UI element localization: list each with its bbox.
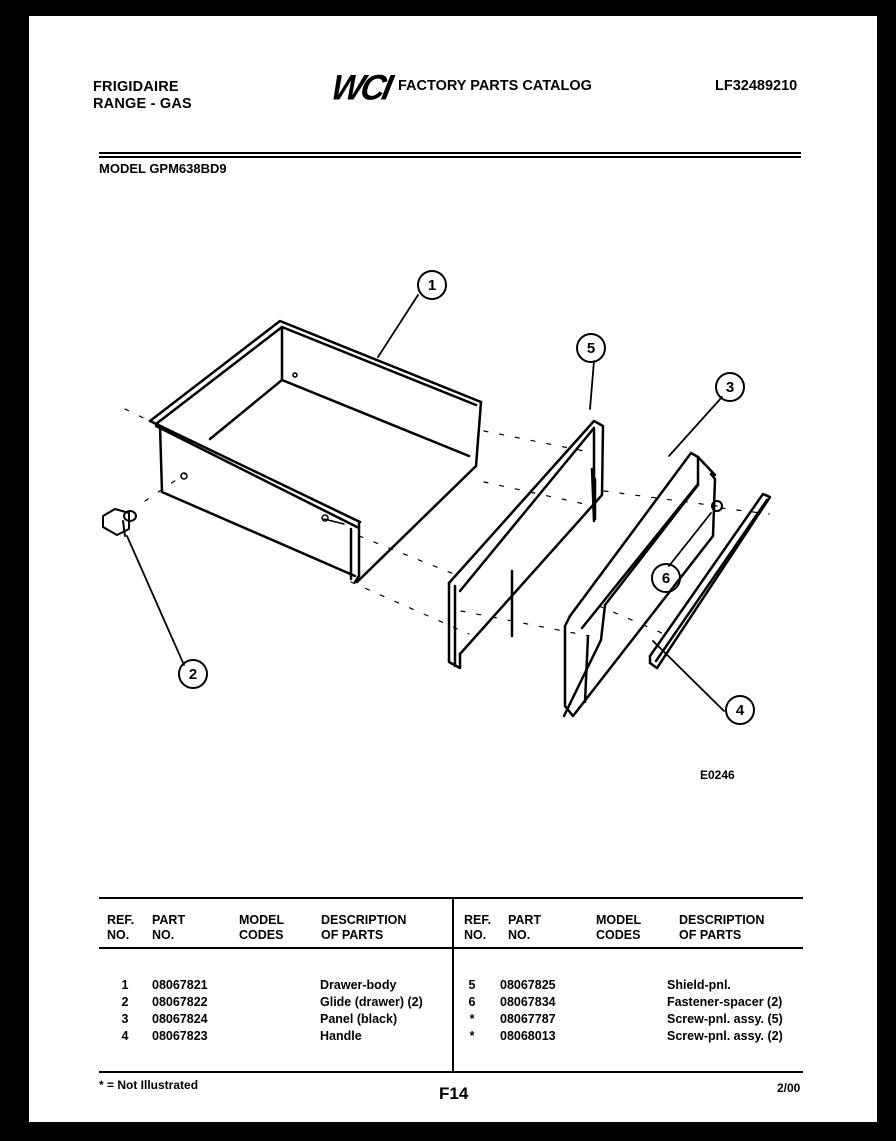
ref-column: 5 6 * *	[468, 978, 476, 1043]
parts-catalog-page	[29, 16, 877, 1122]
catalog-title: FACTORY PARTS CATALOG	[398, 78, 592, 94]
brand-name: FRIGIDAIRE	[93, 79, 179, 95]
exploded-parts-diagram	[29, 16, 877, 896]
wci-logo: WCI	[327, 68, 394, 108]
ref-column: 1 2 3 4	[121, 978, 129, 1043]
callout-1: 1	[427, 277, 437, 294]
description-column: Drawer-body Glide (drawer) (2) Panel (black) Handle	[320, 978, 423, 1043]
header-part-no: PART NO.	[152, 913, 186, 942]
callout-6: 6	[661, 570, 671, 587]
shield-panel-illustration	[449, 421, 603, 668]
catalog-code: LF32489210	[715, 78, 798, 94]
header-ref-no: REF. NO.	[464, 913, 492, 942]
header-model-codes: MODEL CODES	[596, 913, 642, 942]
table-rule-bottom	[99, 1071, 803, 1073]
callout-5: 5	[586, 340, 596, 357]
model-number: MODEL GPM638BD9	[99, 161, 227, 176]
glide-illustration	[103, 509, 136, 536]
page-number: F14	[439, 1084, 469, 1103]
drawer-body-illustration	[150, 321, 481, 582]
not-illustrated-note: * = Not Illustrated	[99, 1078, 199, 1092]
header-description: DESCRIPTION OF PARTS	[679, 913, 765, 942]
part-no-column: 08067821 08067822 08067824 08067823	[152, 978, 208, 1043]
table-column-divider	[452, 897, 454, 1073]
callout-3: 3	[725, 379, 735, 396]
part-no-column: 08067825 08067834 08067787 08068013	[500, 978, 556, 1043]
callout-4: 4	[735, 702, 745, 719]
header-description: DESCRIPTION OF PARTS	[321, 913, 407, 942]
table-rule-top	[99, 897, 803, 899]
header-part-no: PART NO.	[508, 913, 542, 942]
header-ref-no: REF. NO.	[107, 913, 135, 942]
description-column: Shield-pnl. Fastener-spacer (2) Screw-pnl. assy. (5) Screw-pnl. assy. (2)	[667, 978, 783, 1043]
header-model-codes: MODEL CODES	[239, 913, 285, 942]
front-panel-illustration	[564, 453, 715, 716]
table-rule-header	[99, 947, 803, 949]
product-type: RANGE - GAS	[93, 96, 192, 112]
callout-2: 2	[188, 666, 198, 683]
figure-id: E0246	[700, 768, 735, 782]
revision-date: 2/00	[777, 1081, 801, 1095]
